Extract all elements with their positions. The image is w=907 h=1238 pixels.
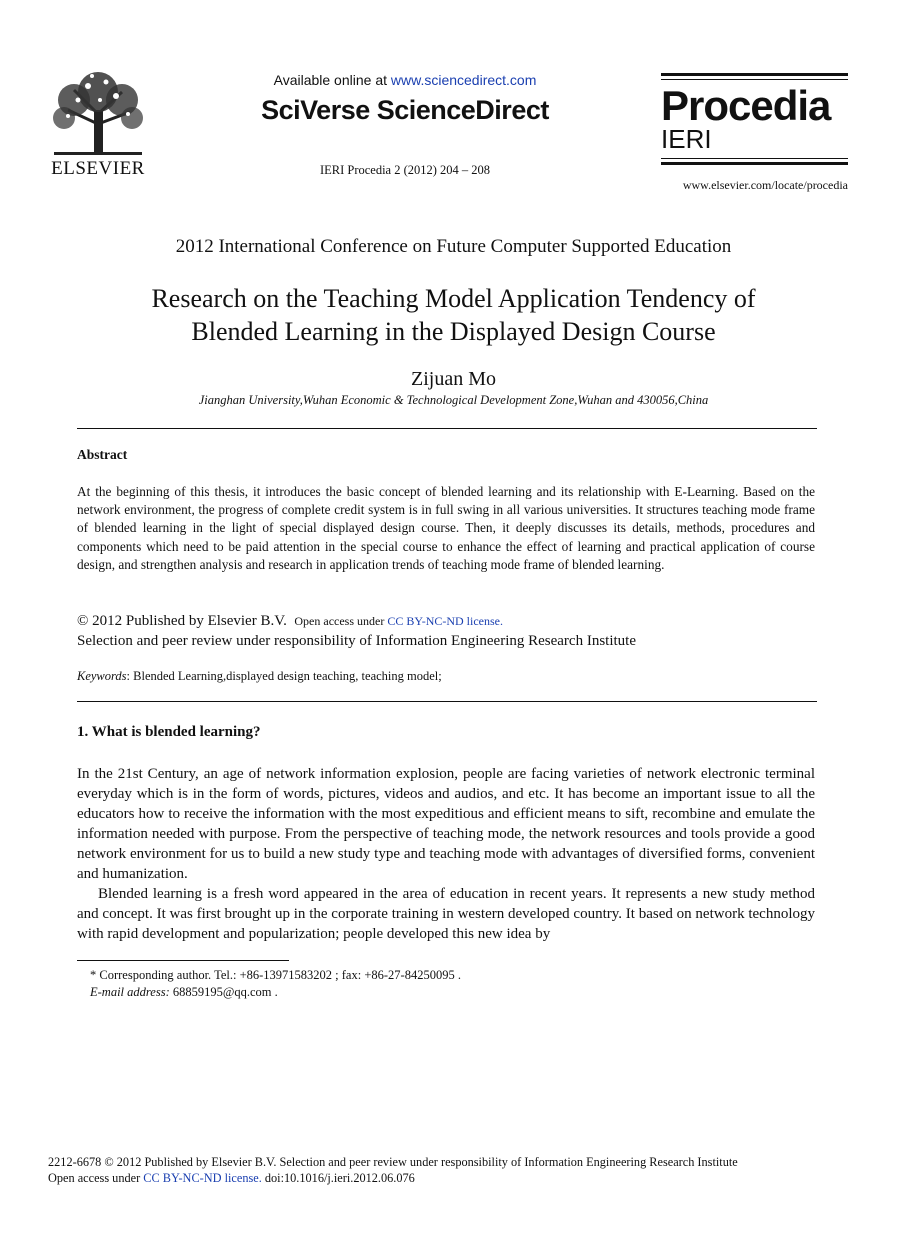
page-footer	[48, 1154, 868, 1186]
title-line-1: Research on the Teaching Model Application Tendency of	[151, 284, 756, 313]
section-heading: 1. What is blended learning?	[77, 724, 261, 740]
title-line-2: Blended Learning in the Displayed Design Course	[191, 317, 716, 346]
procedia-logo	[661, 73, 848, 165]
author-affiliation: Jianghan University,Wuhan Economic & Technological Development Zone,Wuhan and 430056,China	[198, 393, 709, 407]
divider	[77, 701, 817, 702]
sciencedirect-link[interactable]: www.sciencedirect.com	[390, 72, 537, 88]
email-footnote	[90, 985, 278, 1000]
available-prefix: Available online at	[273, 72, 391, 88]
footer-license-line	[48, 1170, 868, 1186]
divider	[661, 162, 848, 165]
peer-review-line: Selection and peer review under responsibility of Information Engineering Research Institute	[77, 633, 636, 649]
copyright-published: © 2012 Published by Elsevier B.V.	[77, 613, 287, 629]
elsevier-wordmark: ELSEVIER	[51, 158, 145, 179]
abstract-text: At the beginning of this thesis, it introduces the basic concept of blended learning and its relationship with E-Learning. Based on the network environment, the progress of complete credit system is in full swing in all various universities. It structures teaching mode frame of blended learning in the light of special displayed design course. Then, it deeply discusses its details, methods, procedures and components which need to be paid attention in the special course to enhance the effect of learning and practical application of course design, and strengthen analysis and research in application trends of teaching mode frame of blended learning.	[77, 484, 815, 572]
copyright-line	[77, 613, 817, 630]
paper-title	[60, 282, 847, 348]
body-paragraph: Blended learning is a fresh word appeared in the area of education in recent years. It represents a new study method and concept. It was first brought up in the corporate training in western developed country. It based on network technology with rapid development and popularization; people developed this new idea by	[77, 886, 815, 942]
keywords-line	[77, 669, 817, 684]
corresponding-author-footnote: * Corresponding author. Tel.: +86-13971583202 ; fax: +86-27-84250095 .	[90, 968, 461, 982]
available-online-line	[230, 72, 580, 88]
footer-license-link[interactable]: CC BY-NC-ND license.	[143, 1171, 262, 1185]
keywords-text: : Blended Learning,displayed design teaching, teaching model;	[126, 669, 442, 683]
footer-doi: doi:10.1016/j.ieri.2012.06.076	[261, 1171, 415, 1185]
abstract-heading: Abstract	[77, 447, 128, 462]
open-access-prefix: Open access under	[294, 614, 388, 628]
author-name: Zijuan Mo	[411, 368, 496, 390]
conference-name: 2012 International Conference on Future Computer Supported Education	[175, 236, 732, 257]
sciverse-logo: SciVerse ScienceDirect	[261, 95, 549, 125]
journal-name: Procedia	[661, 82, 831, 129]
divider	[77, 428, 817, 429]
license-link[interactable]: CC BY-NC-ND license.	[387, 614, 504, 628]
email-label: E-mail address:	[90, 985, 170, 999]
tree-logo-icon	[44, 70, 152, 158]
journal-url[interactable]: www.elsevier.com/locate/procedia	[682, 178, 848, 192]
journal-reference: IERI Procedia 2 (2012) 204 – 208	[319, 163, 491, 177]
elsevier-logo	[44, 70, 152, 180]
divider	[661, 79, 848, 80]
footer-issn-line: 2212-6678 © 2012 Published by Elsevier B.V. Selection and peer review under responsibility of Information Engineering Research Institute	[48, 1155, 738, 1169]
divider	[661, 158, 848, 159]
journal-sub: IERI	[661, 124, 712, 154]
keywords-label: Keywords	[77, 669, 127, 683]
body-paragraph: In the 21st Century, an age of network information explosion, people are facing varieties of network electronic terminal everyday which is in the form of words, pictures, videos and audios, and etc. It has become an important issue to all the educators how to receive the information with the most expeditious and efficient means to sift, recombine and emulate the information needed with purpose. From the perspective of teaching mode, the network resources and tools provide a good network environment for us to build a new study type and teaching mode with advantages of diversified forms, convenient and humanization.	[77, 766, 815, 882]
footnote-divider	[77, 960, 289, 961]
email-value: 68859195@qq.com .	[169, 985, 278, 999]
divider	[661, 73, 848, 76]
footer-open-access-prefix: Open access under	[48, 1171, 144, 1185]
